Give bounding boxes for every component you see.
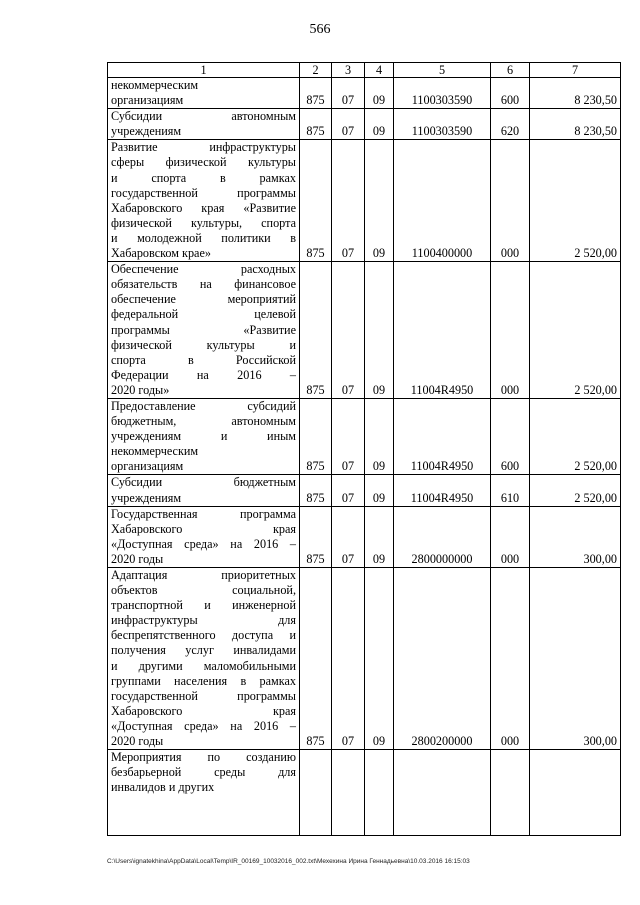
table-row [108,506,621,567]
description-line: обеспечение мероприятий [111,292,296,307]
gr-code: 875 [300,568,332,750]
file-path-footer: C:\Users\ignatekhina\AppData\Local\Temp\IR_00169_10032016_002.txt\Мехехина Ирина Геннадьевна\10.03.2016 16:15:03 [107,858,470,865]
gr-code [300,750,332,836]
description-line: Развитие инфраструктуры [111,140,296,155]
row-description [108,506,300,567]
description-line: Субсидии автономным [111,109,296,124]
subsection-code: 09 [365,475,394,506]
expense-type-code [491,750,530,836]
description-line: Хабаровском крае» [111,246,211,261]
table-row [108,78,621,109]
gr-code: 875 [300,109,332,140]
section-code [332,750,365,836]
description-line: некоммерческим [111,78,199,92]
table-row [108,568,621,750]
column-header: 7 [530,63,621,78]
expense-type-code: 600 [491,78,530,109]
description-line: 2020 годы [111,551,164,566]
description-line: бюджетным, автономным [111,414,296,429]
description-line: физической культуры, спорта [111,215,296,230]
target-article-code: 11004R4950 [394,475,491,506]
description-line: сферы физической культуры [111,155,296,170]
section-code: 07 [332,398,365,474]
description-line: Хабаровского края [111,703,296,718]
amount-cell: 2 520,00 [530,140,621,262]
description-line: получения услуг инвалидами [111,643,296,658]
table-row [108,109,621,140]
section-code: 07 [332,475,365,506]
description-line: беспрепятственного доступа и [111,628,296,643]
description-line: организациям [111,93,184,108]
description-line: физической культуры и [111,337,296,352]
description-line: 2020 годы [111,734,164,749]
table-row [108,262,621,399]
section-code: 07 [332,568,365,750]
column-header: 3 [332,63,365,78]
target-article-code: 2800200000 [394,568,491,750]
description-line: Мероприятия по созданию [111,750,296,765]
gr-code: 875 [300,398,332,474]
row-description [108,398,300,474]
amount-cell: 8 230,50 [530,78,621,109]
table-row [108,475,621,506]
expense-type-code: 000 [491,506,530,567]
section-code: 07 [332,506,365,567]
amount-cell: 2 520,00 [530,398,621,474]
subsection-code: 09 [365,78,394,109]
expense-type-code: 620 [491,109,530,140]
column-header: 4 [365,63,394,78]
gr-code: 875 [300,475,332,506]
description-line: обязательств на финансовое [111,277,296,292]
gr-code: 875 [300,506,332,567]
column-header: 1 [108,63,300,78]
description-line: объектов социальной, [111,583,296,598]
budget-table [107,62,621,836]
section-code: 07 [332,262,365,399]
expense-type-code: 000 [491,568,530,750]
row-description [108,568,300,750]
description-line: спорта в Российской [111,352,296,367]
row-description [108,78,300,109]
description-line: учреждениям [111,490,182,505]
amount-cell: 2 520,00 [530,262,621,399]
row-description [108,140,300,262]
description-line: безбарьерной среды для [111,765,296,780]
subsection-code: 09 [365,109,394,140]
description-line: «Доступная среда» на 2016 – [111,536,296,551]
target-article-code: 1100303590 [394,78,491,109]
row-description [108,750,300,836]
page-number: 566 [309,22,331,37]
row-description [108,475,300,506]
description-line: Федерации на 2016 – [111,367,296,382]
description-line: Субсидии бюджетным [111,475,296,490]
target-article-code: 11004R4950 [394,398,491,474]
description-line: Адаптация приоритетных [111,568,296,582]
amount-cell: 8 230,50 [530,109,621,140]
description-line: программы «Развитие [111,322,296,337]
description-line: и другими маломобильными [111,658,296,673]
description-line: транспортной и инженерной [111,598,296,613]
gr-code: 875 [300,140,332,262]
description-line: организациям [111,459,184,474]
description-line: федеральной целевой [111,307,296,322]
description-line: Предоставление субсидий [111,398,296,413]
section-code: 07 [332,140,365,262]
table-header-row [108,63,621,78]
amount-cell: 2 520,00 [530,475,621,506]
description-line: инфраструктуры для [111,613,296,628]
subsection-code: 09 [365,262,394,399]
target-article-code: 1100400000 [394,140,491,262]
expense-type-code: 000 [491,262,530,399]
subsection-code: 09 [365,506,394,567]
amount-cell [530,750,621,836]
description-line: инвалидов и других [111,780,215,795]
table-row [108,750,621,836]
description-line: группами населения в рамках [111,673,296,688]
description-line: Государственная программа [111,506,296,521]
description-line: учреждениям [111,124,182,139]
column-header: 2 [300,63,332,78]
target-article-code: 1100303590 [394,109,491,140]
description-line: некоммерческим [111,444,199,459]
section-code: 07 [332,78,365,109]
section-code: 07 [332,109,365,140]
target-article-code: 2800000000 [394,506,491,567]
table-row [108,398,621,474]
description-line: Обеспечение расходных [111,262,296,277]
row-description [108,109,300,140]
description-line: государственной программы [111,185,296,200]
table-row [108,140,621,262]
description-line: и спорта в рамках [111,170,296,185]
column-header: 6 [491,63,530,78]
target-article-code: 11004R4950 [394,262,491,399]
subsection-code [365,750,394,836]
description-line: и молодежной политики в [111,230,296,245]
expense-type-code: 000 [491,140,530,262]
subsection-code: 09 [365,398,394,474]
amount-cell: 300,00 [530,568,621,750]
gr-code: 875 [300,78,332,109]
gr-code: 875 [300,262,332,399]
expense-type-code: 610 [491,475,530,506]
description-line: 2020 годы» [111,382,170,397]
row-description [108,262,300,399]
subsection-code: 09 [365,140,394,262]
description-line: «Доступная среда» на 2016 – [111,718,296,733]
description-line: Хабаровского края [111,521,296,536]
description-line: учреждениям и иным [111,429,296,444]
target-article-code [394,750,491,836]
subsection-code: 09 [365,568,394,750]
description-line: государственной программы [111,688,296,703]
amount-cell: 300,00 [530,506,621,567]
column-header: 5 [394,63,491,78]
description-line: Хабаровского края «Развитие [111,200,296,215]
expense-type-code: 600 [491,398,530,474]
